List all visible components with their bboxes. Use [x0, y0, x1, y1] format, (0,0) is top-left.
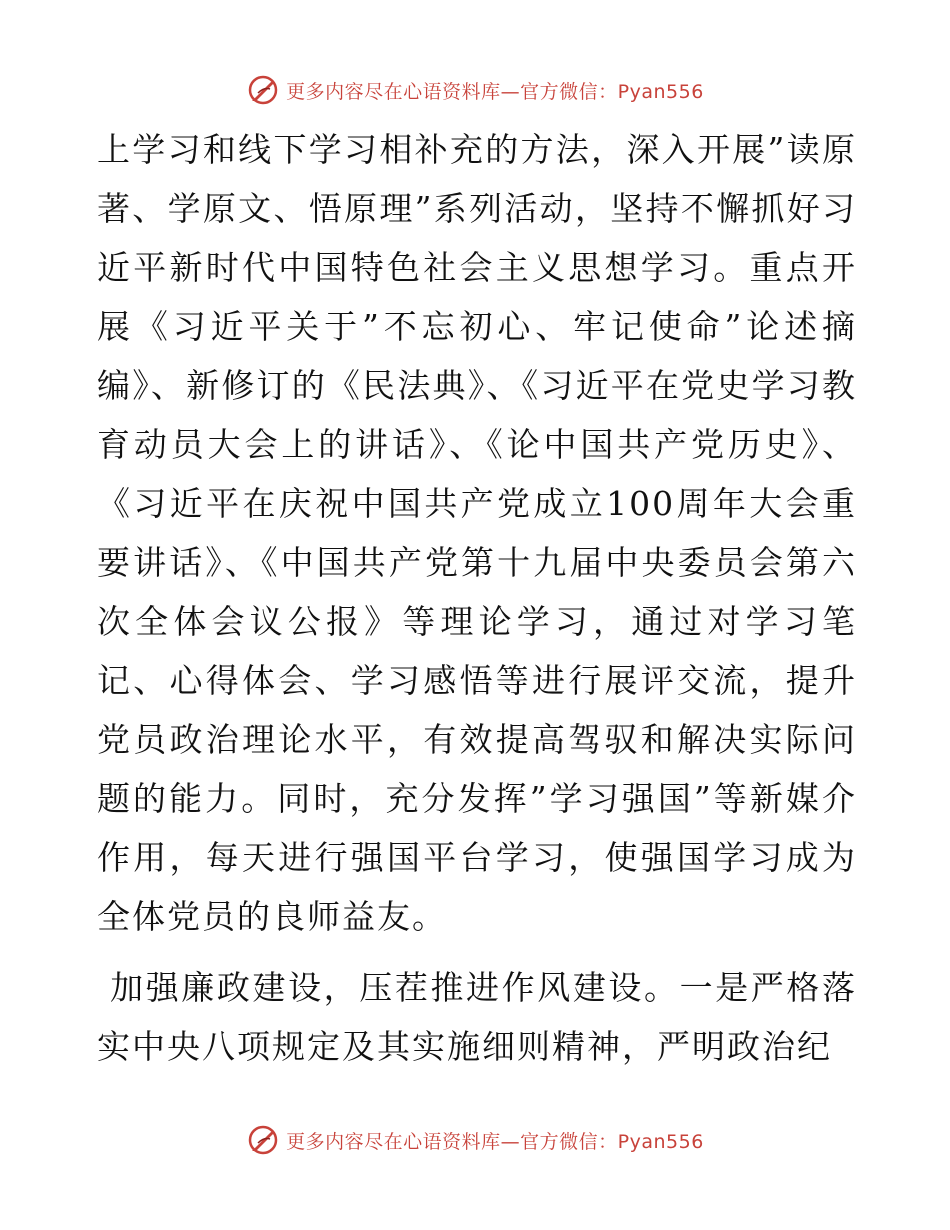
- footer-watermark-text: 更多内容尽在心语资料库—官方微信：Pyan556: [286, 1130, 704, 1153]
- footer-watermark: [0, 1120, 950, 1160]
- header-watermark-text: 更多内容尽在心语资料库—官方微信：Pyan556: [286, 80, 704, 103]
- paragraph-2: 加强廉政建设，压茬推进作风建设。一是严格落实中央八项规定及其实施细则精神，严明政治纪: [97, 968, 857, 1066]
- paragraph-1: 上学习和线下学习相补充的方法，深入开展”读原著、学原文、悟原理”系列活动，坚持不懈抓好习近平新时代中国特色社会主义思想学习。重点开展《习近平关于”不忘初心、牢记使命”论述摘编》、新修订的《民法典》、《习近平在党史学习教育动员大会上的讲话》、《论中国共产党历史》、《习近平在庆祝中国共产党成立100周年大会重要讲话》、《中国共产党第十九届中央委员会第六次全体会议公报》等理论学习，通过对学习笔记、心得体会、学习感悟等进行展评交流，提升党员政治理论水平，有效提高驾驭和解决实际问题的能力。同时，充分发挥”学习强国”等新媒介作用，每天进行强国平台学习，使强国学习成为全体党员的良师益友。: [97, 130, 857, 936]
- quill-pen-logo-icon: [246, 73, 280, 107]
- header-watermark: [0, 70, 950, 110]
- document-body: [97, 120, 857, 1076]
- quill-pen-logo-icon: [246, 1123, 280, 1157]
